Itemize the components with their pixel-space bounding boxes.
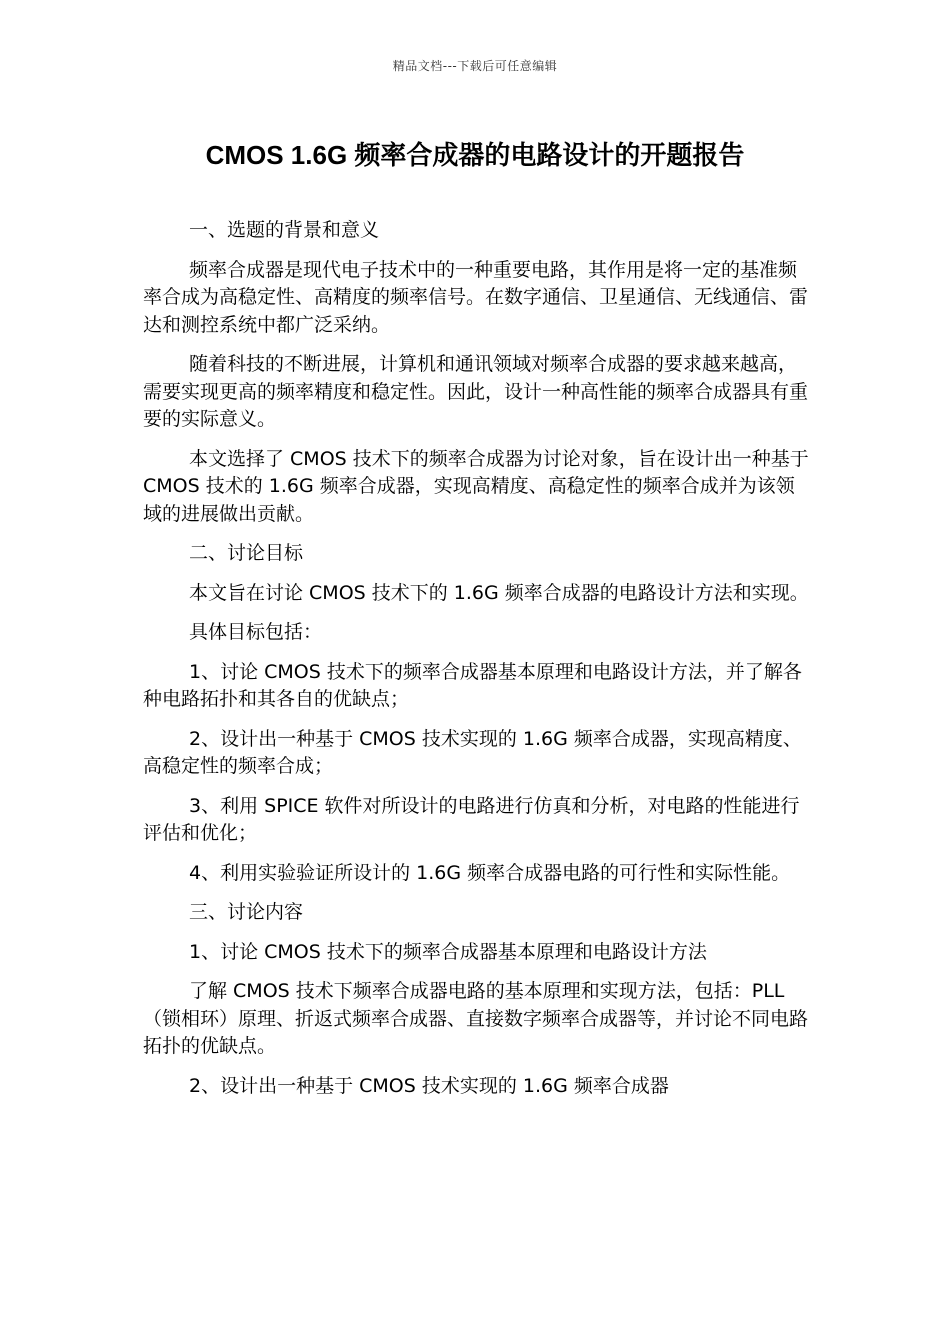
page-header: 精品文档---下载后可任意编辑 [392,59,558,73]
list-item: 2、设计出一种基于 CMOS 技术实现的 1.6G 频率合成器，实现高精度、高稳定性的频率合成； [143,727,802,777]
list-item: 4、利用实验验证所设计的 1.6G 频率合成器电路的可行性和实际性能。 [189,861,791,884]
section-heading-background: 一、选题的背景和意义 [189,219,380,241]
list-item: 3、利用 SPICE 软件对所设计的电路进行仿真和分析，对电路的性能进行评估和优化； [143,794,800,844]
subsection-heading: 1、讨论 CMOS 技术下的频率合成器基本原理和电路设计方法 [189,940,707,963]
document-title: CMOS 1.6G 频率合成器的电路设计的开题报告 [205,140,745,170]
subsection-heading: 2、设计出一种基于 CMOS 技术实现的 1.6G 频率合成器 [189,1074,669,1097]
document-body [143,217,811,1112]
paragraph: 本文旨在讨论 CMOS 技术下的 1.6G 频率合成器的电路设计方法和实现。 [189,581,809,604]
section-heading-goals: 二、讨论目标 [189,542,304,564]
section-heading-content: 三、讨论内容 [189,901,304,923]
paragraph: 本文选择了 CMOS 技术下的频率合成器为讨论对象，旨在设计出一种基于 CMOS 技术的 1.6G 频率合成器，实现高精度、高稳定性的频率合成并为该领域的进展做出贡献。 [143,447,809,525]
paragraph: 了解 CMOS 技术下频率合成器电路的基本原理和实现方法，包括：PLL（锁相环）原理、折返式频率合成器、直接数字频率合成器等，并讨论不同电路拓扑的优缺点。 [143,980,809,1057]
paragraph: 具体目标包括： [189,621,323,643]
list-item: 1、讨论 CMOS 技术下的频率合成器基本原理和电路设计方法，并了解各种电路拓扑和其各自的优缺点； [143,660,802,710]
paragraph: 随着科技的不断进展，计算机和通讯领域对频率合成器的要求越来越高，需要实现更高的频率精度和稳定性。因此，设计一种高性能的频率合成器具有重要的实际意义。 [143,353,809,430]
paragraph: 频率合成器是现代电子技术中的一种重要电路，其作用是将一定的基准频率合成为高稳定性、高精度的频率信号。在数字通信、卫星通信、无线通信、雷达和测控系统中都广泛采纳。 [143,258,809,336]
